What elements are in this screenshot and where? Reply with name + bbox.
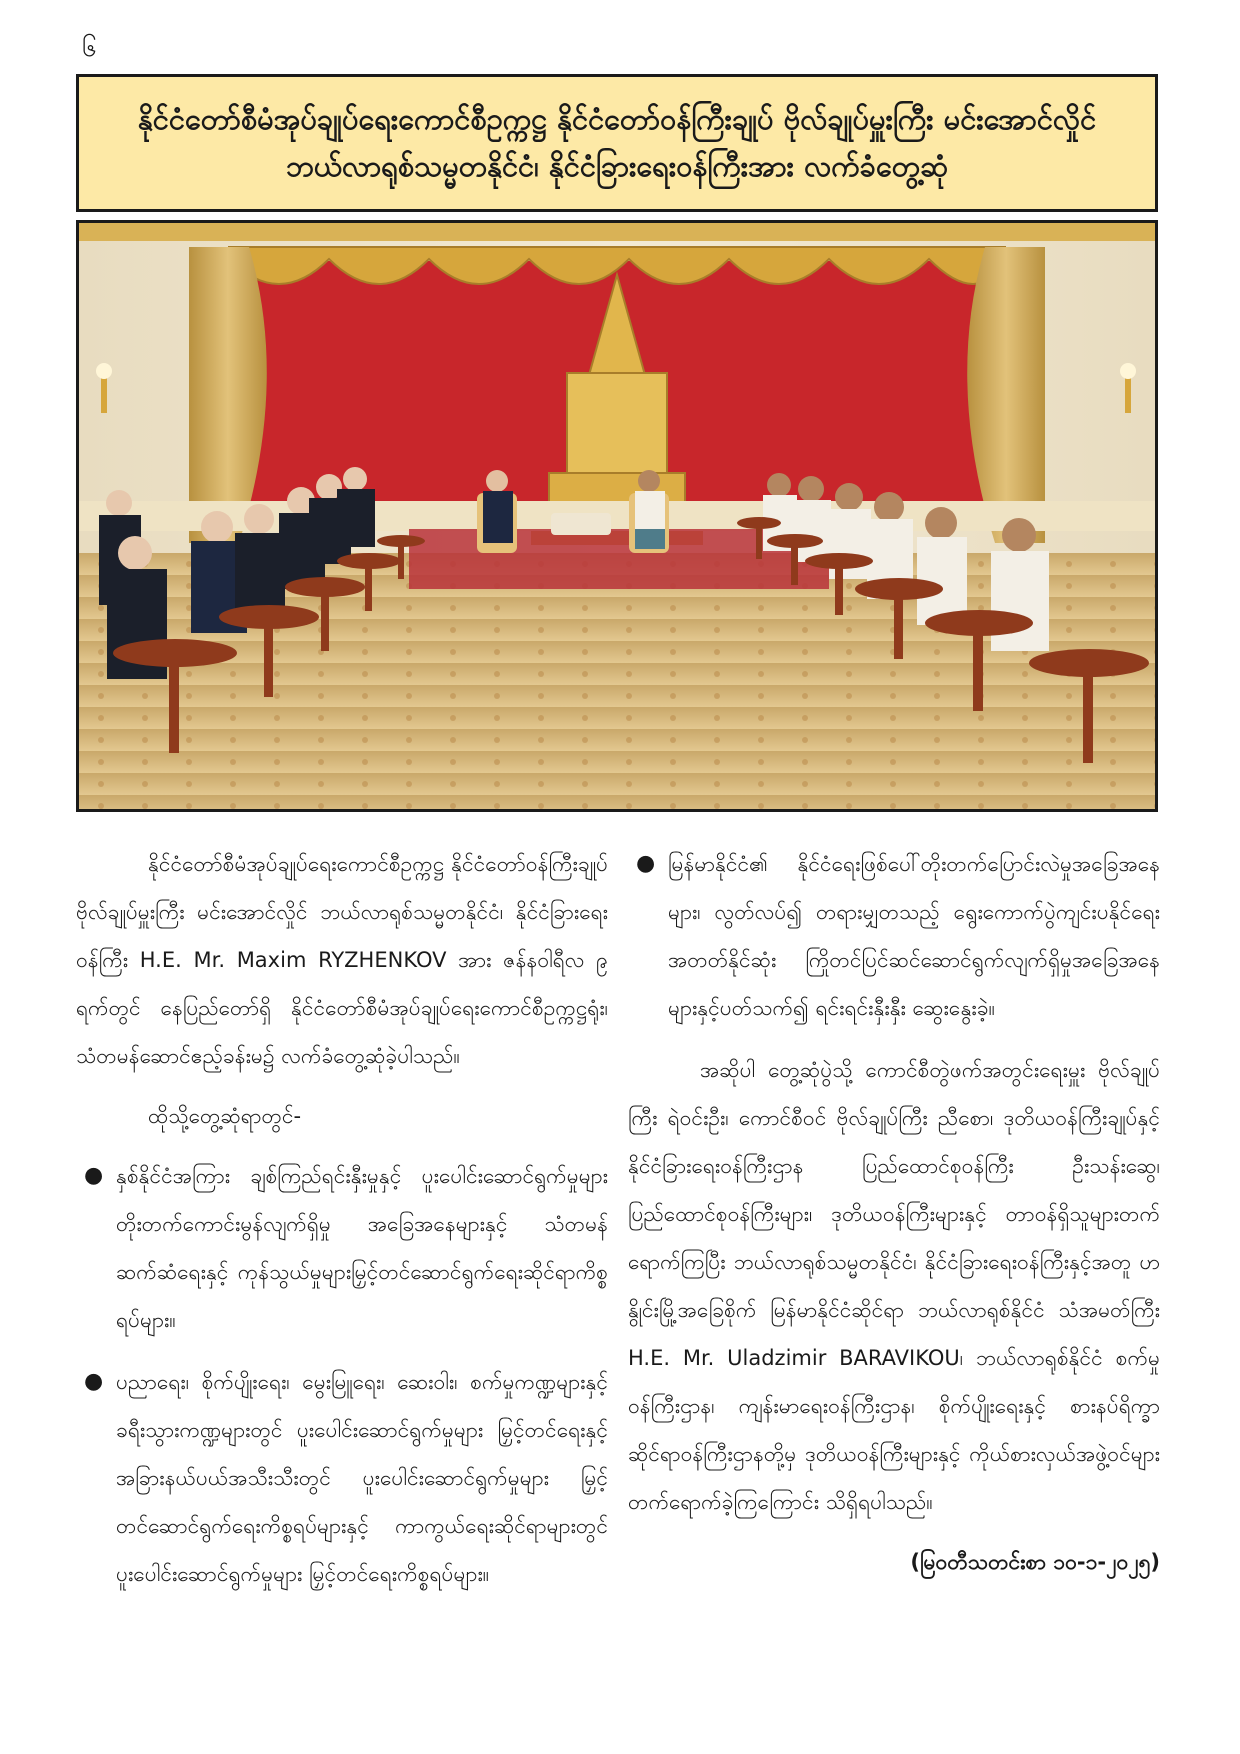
bullet-text: နှစ်နိုင်ငံအကြား ချစ်ကြည်ရင်းနှီးမှုနှင့် ပူးပေါင်းဆောင်ရွက်မှုများတိုးတက်ကောင်းမွန်လျက်ရှိမှု အခြေအနေများနှင့် သံတမန်ဆက်ဆံရေးနှင့် ကုန်သွယ်မှုများမြှင့်တင်ဆောင်ရွက်ရေးဆိုင်ရာကိစ္စရပ်များ။ — [116, 1164, 608, 1332]
meeting-photo — [76, 220, 1158, 812]
page-number: ၆ — [82, 33, 97, 63]
article-lead: ထိုသို့တွေ့ဆုံရာတွင်- — [148, 1104, 302, 1128]
article-attendees: အဆိုပါ တွေ့ဆုံပွဲသို့ ကောင်စီတွဲဖက်အတွင်းရေးမှူး ဗိုလ်ချုပ်ကြီး ရဲဝင်းဦး၊ ကောင်စီဝင် ဗိုလ်ချုပ်ကြီး ညီစော၊ ဒုတိယဝန်ကြီးချုပ်နှင့် နိုင်ငံခြားရေးဝန်ကြီးဌာန ပြည်ထောင်စုဝန်ကြီး ဦးသန်းဆွေ၊ ပြည်ထောင်စုဝန်ကြီးများ၊ ဒုတိယဝန်ကြီးများနှင့် တာဝန်ရှိသူများတက်ရောက်ကြပြီး ဘယ်လာရုစ်သမ္မတနိုင်ငံ၊ နိုင်ငံခြားရေးဝန်ကြီးနှင့်အတူ ဟနွိုင်းမြို့အခြေစိုက် မြန်မာနိုင်ငံဆိုင်ရာ ဘယ်လာရုစ်နိုင်ငံ သံအမတ်ကြီး H.E. Mr. Uladzimir BARAVIKOU၊ ဘယ်လာရုစ်နိုင်ငံ စက်မှုဝန်ကြီးဌာန၊ ကျန်းမာရေးဝန်ကြီးဌာန၊ စိုက်ပျိုးရေးနှင့် စားနပ်ရိက္ခာဆိုင်ရာဝန်ကြီးဌာနတို့မှ ဒုတိယဝန်ကြီးများနှင့် ကိုယ်စားလှယ်အဖွဲ့ဝင်များ တက်ရောက်ခဲ့ကြကြောင်း သိရှိရပါသည်။ — [628, 1058, 1160, 1514]
headline-box — [76, 74, 1158, 212]
headline-line-1: နိုင်ငံတော်စီမံအုပ်ချုပ်ရေးကောင်စီဥက္ကဋ္ဌ နိုင်ငံတော်ဝန်ကြီးချုပ် ဗိုလ်ချုပ်မှူးကြီး မင်းအောင်လှိုင် — [137, 101, 1097, 136]
bullet-item — [76, 1358, 608, 1598]
bullet-text: ပညာရေး၊ စိုက်ပျိုးရေး၊ မွေးမြူရေး၊ ဆေးဝါး၊ စက်မှုကဏ္ဍများနှင့် ခရီးသွားကဏ္ဍများတွင် ပူးပေါင်းဆောင်ရွက်မှုများ မြှင့်တင်ရေးနှင့် အခြားနယ်ပယ်အသီးသီးတွင် ပူးပေါင်းဆောင်ရွက်မှုများ မြှင့်တင်ဆောင်ရွက်ရေးကိစ္စရပ်များနှင့် ကာကွယ်ရေးဆိုင်ရာများတွင် ပူးပေါင်းဆောင်ရွက်မှုများ မြှင့်တင်ရေးကိစ္စရပ်များ။ — [116, 1370, 608, 1586]
article-column-left — [76, 840, 608, 1612]
ceiling-molding — [79, 223, 1155, 241]
meeting-room-illustration — [79, 223, 1155, 809]
article-column-right — [628, 840, 1160, 1598]
bullet-item — [628, 840, 1160, 1032]
bullet-icon: ● — [84, 1163, 104, 1188]
headline-line-2: ဘယ်လာရုစ်သမ္မတနိုင်ငံ၊ နိုင်ငံခြားရေးဝန်ကြီးအား လက်ခံတွေ့ဆုံ — [285, 149, 948, 183]
bullet-icon: ● — [84, 1369, 104, 1394]
dado-rail — [79, 501, 1155, 531]
article-intro: နိုင်ငံတော်စီမံအုပ်ချုပ်ရေးကောင်စီဥက္ကဋ္ဌ နိုင်ငံတော်ဝန်ကြီးချုပ် ဗိုလ်ချုပ်မှူးကြီး မင်းအောင်လှိုင် ဘယ်လာရုစ်သမ္မတနိုင်ငံ၊ နိုင်ငံခြားရေးဝန်ကြီး H.E. Mr. Maxim RYZHENKOV အား ဇန်နဝါရီလ ၉ ရက်တွင် နေပြည်တော်ရှိ နိုင်ငံတော်စီမံအုပ်ချုပ်ရေးကောင်စီဥက္ကဋ္ဌရုံး၊ သံတမန်ဆောင်ဧည့်ခန်းမ၌ လက်ခံတွေ့ဆုံခဲ့ပါသည်။ — [76, 852, 608, 1068]
bullet-item — [76, 1152, 608, 1344]
center-table — [551, 513, 611, 535]
news-source: (မြဝတီသတင်းစာ ၁၀-၁-၂၀၂၅) — [910, 1550, 1160, 1574]
bullet-text: မြန်မာနိုင်ငံ၏ နိုင်ငံရေးဖြစ်ပေါ်တိုးတက်ပြောင်းလဲမှုအခြေအနေများ၊ လွတ်လပ်၍ တရားမျှတသည့် ရွေးကောက်ပွဲကျင်းပနိုင်ရေး အတတ်နိုင်ဆုံး ကြိုတင်ပြင်ဆင်ဆောင်ရွက်လျက်ရှိမှုအခြေအနေများနှင့်ပတ်သက်၍ ရင်းရင်းနှီးနှီး ဆွေးနွေးခဲ့။ — [668, 852, 1160, 1020]
bullet-icon: ● — [636, 851, 656, 876]
